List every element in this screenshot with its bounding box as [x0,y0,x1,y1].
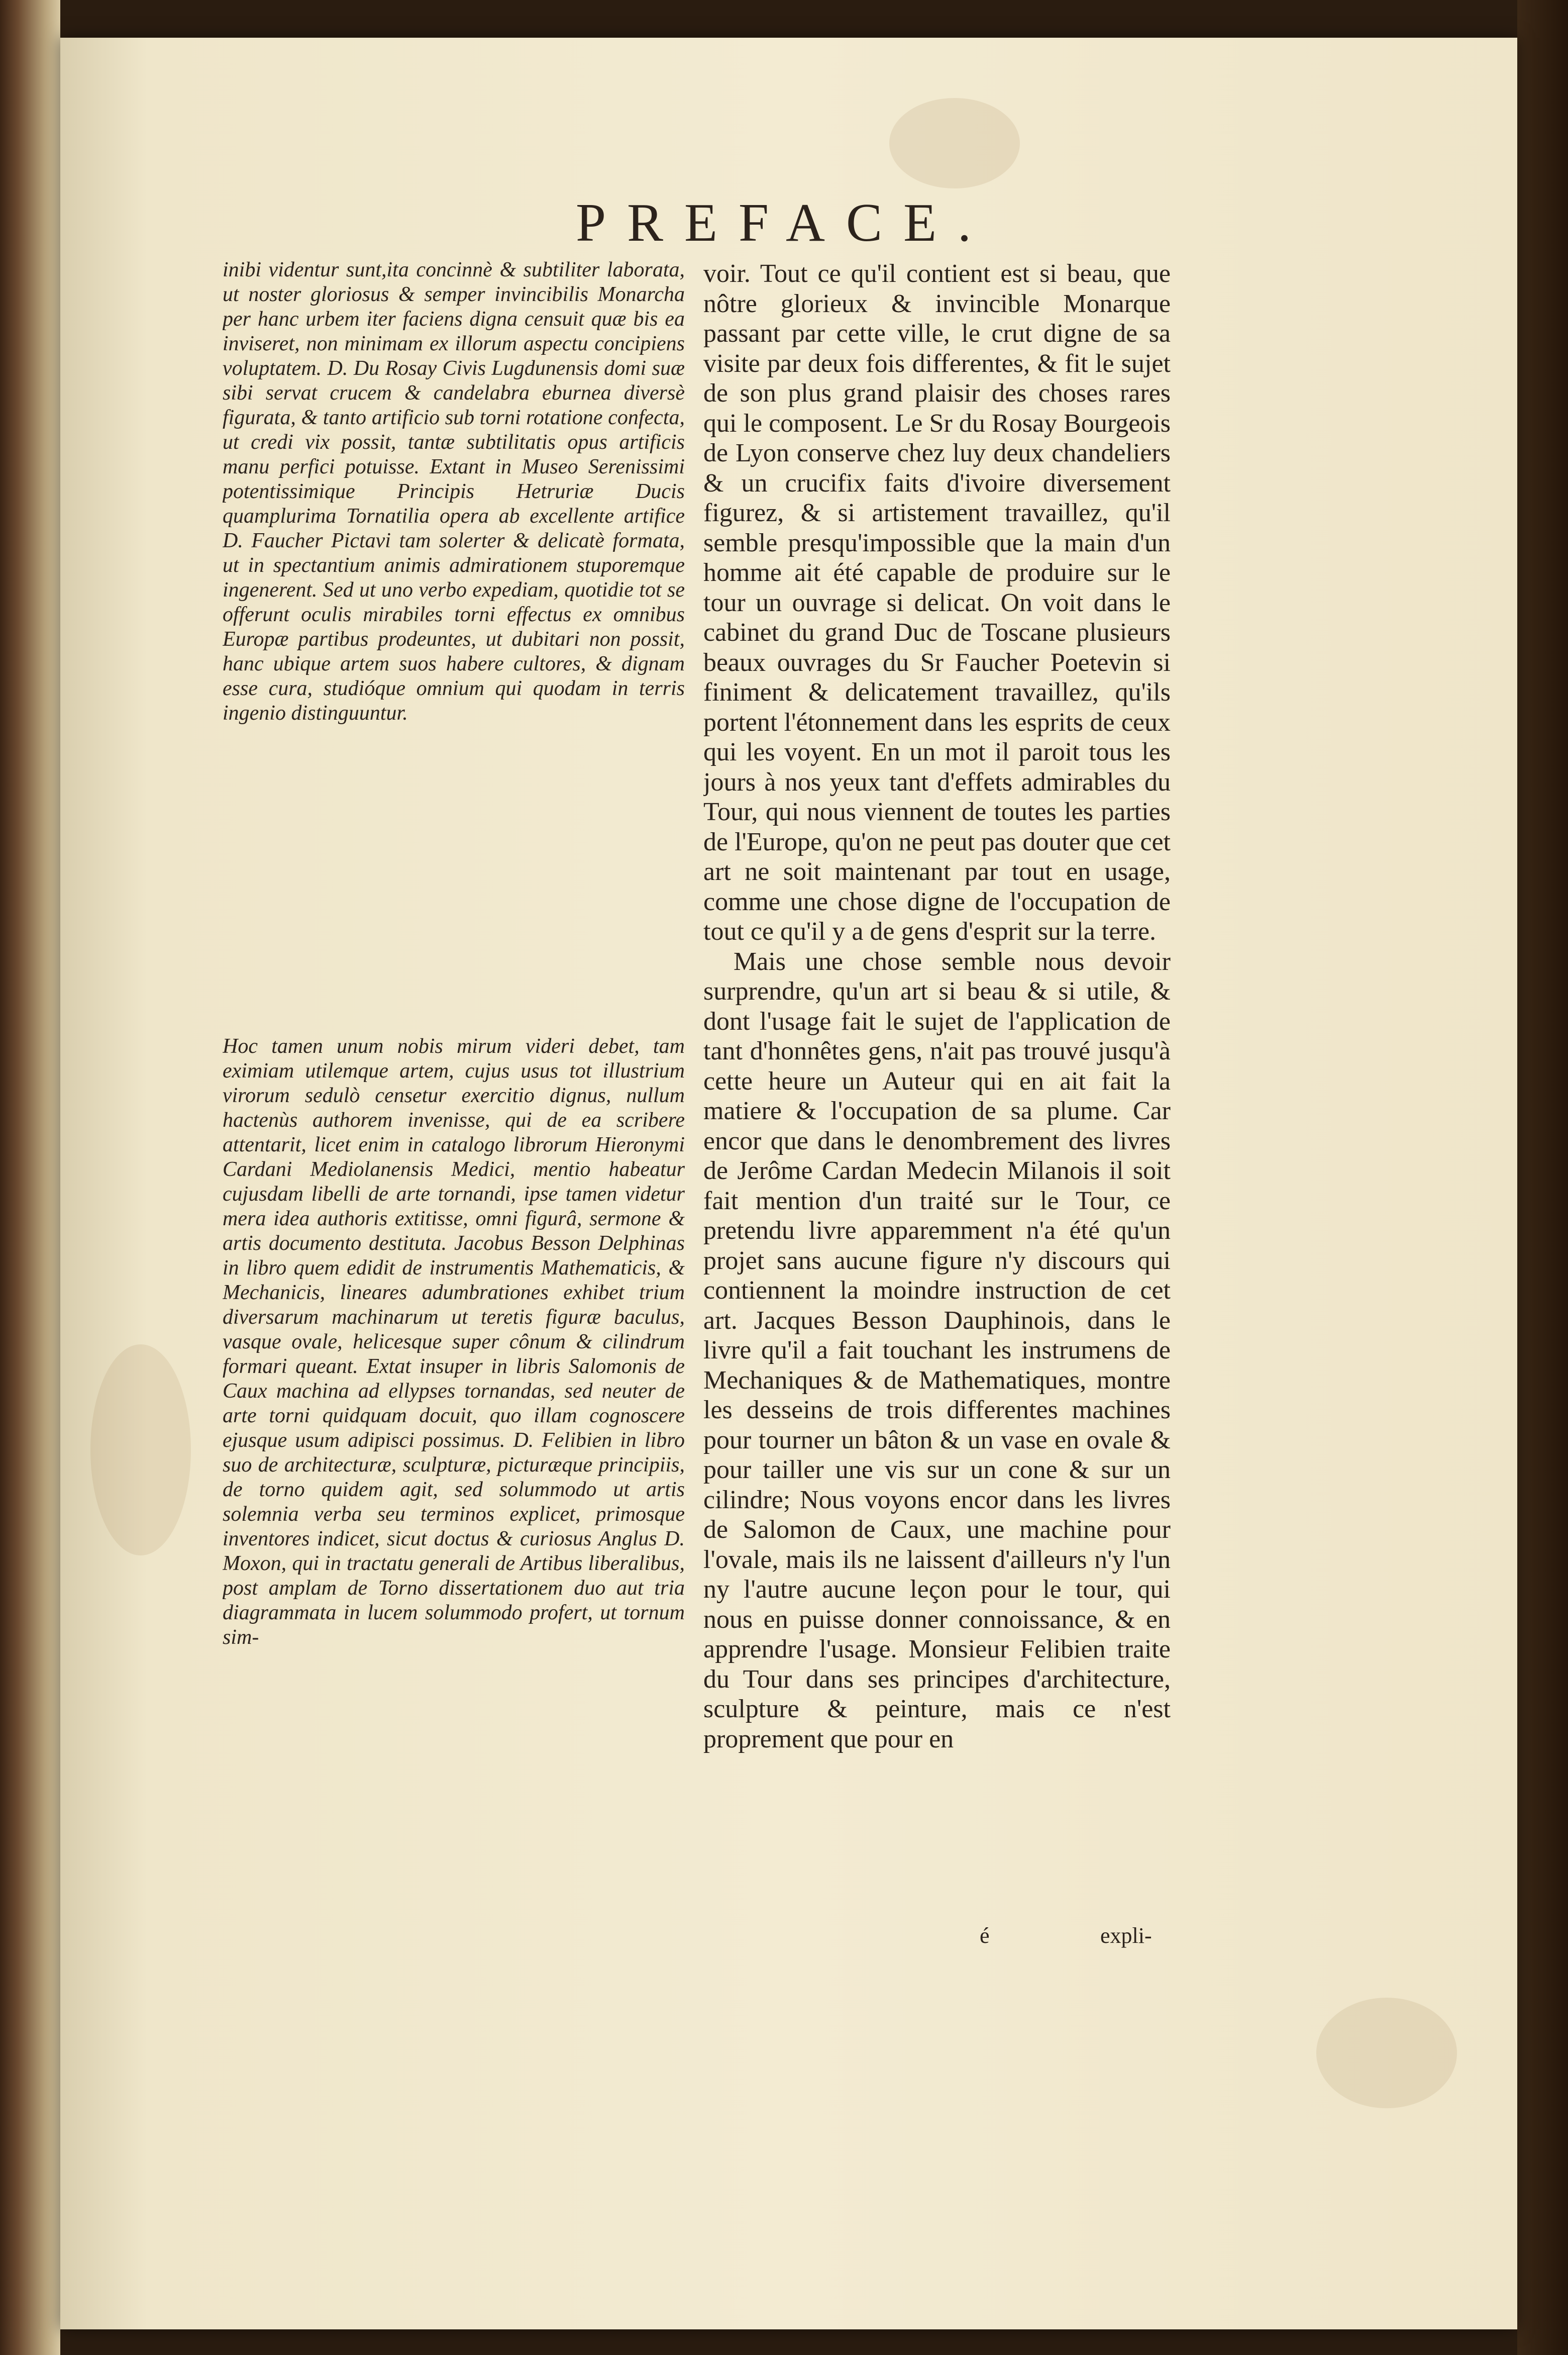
latin-paragraph: Hoc tamen unum nobis mirum videri debet, tam eximiam utilemque artem, cujus usus tot illustrium virorum sedulò censetur exercitio dignus, nullum hactenùs authorem invenisse, qui de ea scribere attentarit, licet enim in catalogo librorum Hieronymi Cardani Mediolanensis Medici, mentio habeatur cujusdam libelli de arte tornandi, ipse tamen videtur mera idea authoris extitisse, omni figurâ, sermone & artis documento destituta. Jacobus Besson Delphinas in libro quem edidit de instrumentis Mathematicis, & Mechanicis, lineares adumbrationes exhibet trium diversarum machinarum ut teretis figuræ baculus, vasque ovale, helicesque super cônum & cilindrum formari queant. Extat insuper in libris Salomonis de Caux machina ad ellypses tornandas, sed neuter de arte torni quidquam docuit, quo illam cognoscere ejusque usum adipisci possimus. D. Felibien in libro suo de architecturæ, sculpturæ, picturæque principiis, de torno quidem agit, sed solummodo ut artis solemnia verba seu terminos explicet, primosque inventores indicet, sicut doctus & curiosus Anglus D. Moxon, qui in tractatu generali de Artibus liberalibus, post amplam de Torno dissertationem duo aut tria diagrammata in lucem solummodo profert, ut tornum sim- [223,1035,685,1649]
french-column [703,259,1171,1754]
page-title: PREFACE. [575,193,993,253]
latin-paragraph: inibi videntur sunt,ita concinnè & subtiliter laborata, ut noster gloriosus & semper invincibilis Monarcha per hanc urbem iter faciens digna censuit quæ bis ea inviseret, non minimam ex illorum aspectu concipiens voluptatem. D. Du Rosay Civis Lugdunensis domi suæ sibi servat crucem & candelabra eburnea diversè figurata, & tanto artificio sub torni rotatione confecta, ut credi vix possit, tantæ subtilitatis opus artificis manu perfici potuisse. Extant in Museo Serenissimi potentissimique Principis Hetruriæ Ducis quamplurima Tornatilia opera ab excellente artifice D. Faucher Pictavi tam solerter & delicatè formata, ut in spectantium animis admirationem stuporemque ingenerent. Sed ut uno verbo expediam, quotidie tot se offerunt oculis mirabiles torni effectus ex omnibus Europæ partibus prodeuntes, ut dubitari non possit, hanc ubique artem suos habere cultores, & dignam esse cura, studióque omnium qui quodam in terris ingenio distinguuntur. [223,258,685,725]
french-paragraph: voir. Tout ce qu'il contient est si beau, que nôtre glorieux & invincible Monarque passant par cette ville, le crut digne de sa visite par deux fois differentes, & fit le sujet de son plus grand plaisir des choses rares qui le composent. Le Sr du Rosay Bourgeois de Lyon conserve chez luy deux chandeliers & un crucifix faits d'ivoire diversement figurez, & si artistement travaillez, qu'il semble presqu'impossible que la main d'un homme ait été capable de produire sur le tour un ouvrage si delicat. On voit dans le cabinet du grand Duc de Toscane plusieurs beaux ouvrages du Sr Faucher Poetevin si finiment & delicatement travaillez, qu'ils portent l'étonnement dans les esprits de ceux qui les voyent. En un mot il paroit tous les jours à nos yeux tant d'effets admirables du Tour, qui nous viennent de toutes les parties de l'Europe, qu'on ne peut pas douter que cet art ne soit maintenant par tout en usage, comme une chose digne de l'occupation de tout ce qu'il y a de gens d'esprit sur la terre. [703,259,1171,946]
latin-column-upper [223,258,685,726]
signature-mark: é [980,1923,990,1948]
book-edge-right [1517,0,1568,2355]
paper-stain [90,1344,191,1555]
paper-stain [889,98,1020,188]
paper-stain [1316,1998,1457,2108]
book-binding-left [0,0,60,2355]
catchword: expli- [1100,1923,1152,1948]
latin-column-lower [223,1034,685,1650]
french-paragraph: Mais une chose semble nous devoir surprendre, qu'un art si beau & si utile, & dont l'usage fait le sujet de l'application de tant d'honnêtes gens, n'ait pas trouvé jusqu'à cette heure un Auteur qui en ait fait la matiere & l'occupation de sa plume. Car encor que dans le denombrement des livres de Jerôme Cardan Medecin Milanois il soit fait mention d'un traité sur le Tour, ce pretendu livre apparemment n'a été qu'un projet sans aucune figure n'y discours qui contiennent la moindre instruction de cet art. Jacques Besson Dauphinois, dans le livre qu'il a fait touchant les instrumens de Mechaniques & de Mathematiques, montre les desseins de trois differentes machines pour tourner un bâton & un vase en ovale & pour tailler une vis sur un cone & sur un cilindre; Nous voyons encor dans les livres de Salomon de Caux, une machine pour l'ovale, mais ils ne laissent d'ailleurs n'y l'un ny l'autre aucune leçon pour le tour, qui nous en puisse donner connoissance, & en apprendre l'usage. Monsieur Felibien traite du Tour dans ses principes d'architecture, sculpture & peinture, mais ce n'est proprement que pour en [703,947,1171,1753]
